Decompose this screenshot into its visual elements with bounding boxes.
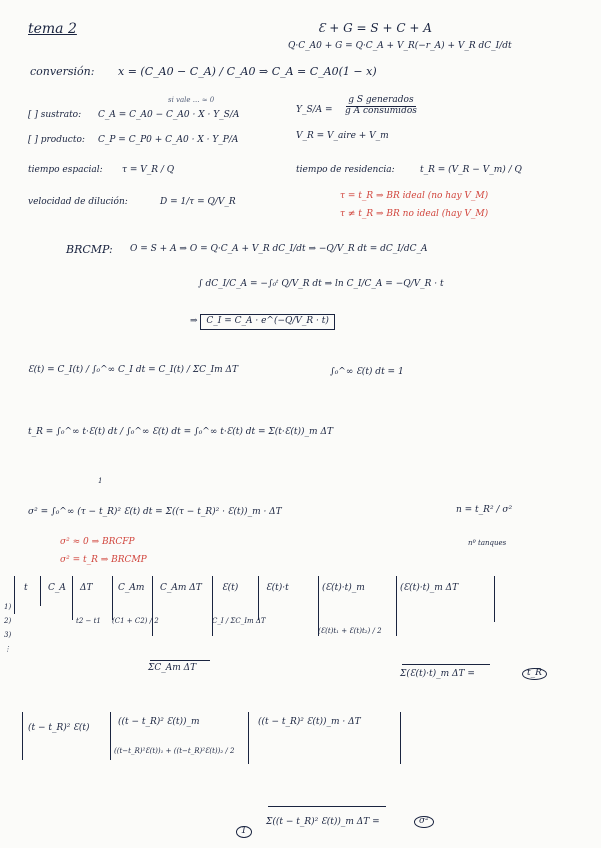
page-number-circle: 1 — [236, 826, 252, 838]
table2-sum: Σ((t − t_R)² Ɛ(t))_m ΔT = — [266, 817, 380, 827]
product-equation: C_P = C_P0 + C_A0 · X · Y_P/A — [98, 135, 239, 145]
brcmp-result: ⇒ C_I = C_A · e^(−Q/V_R · t) — [190, 314, 335, 330]
conversion-label: conversión: — [30, 65, 95, 78]
e-function-definition: Ɛ(t) = C_I(t) / ∫₀^∞ C_I dt = C_I(t) / ΣC_Im ΔT — [28, 365, 239, 375]
table2-header-1: (t − t_R)² Ɛ(t) — [28, 723, 90, 733]
variance-brcfp-note: σ² ≈ 0 ⇒ BRCFP — [60, 537, 135, 547]
table1-header-et: Ɛ(t)·t — [266, 583, 289, 593]
table1-header-e: Ɛ(t) — [222, 583, 239, 593]
yield-denominator: g A consumidos — [345, 105, 417, 116]
residence-time-label: tiempo de residencia: — [296, 165, 395, 175]
table1-sum-cam-dt: ΣC_Am ΔT — [148, 663, 197, 673]
tanks-number-label: nº tanques — [468, 539, 507, 547]
variance-result — [414, 816, 434, 828]
table2-divider — [248, 712, 249, 764]
table1-divider — [212, 576, 213, 636]
brcmp-label: BRCMP: — [66, 243, 113, 256]
e-normalization: ∫₀^∞ Ɛ(t) dt = 1 — [330, 367, 404, 377]
ideal-reactor-note: τ = t_R ⇒ BR ideal (no hay V_M) — [340, 191, 489, 201]
table2-border-left — [22, 712, 23, 760]
page-number — [236, 826, 252, 838]
table1-divider — [152, 576, 153, 636]
table1-divider — [396, 576, 397, 636]
balance-equation-expanded: Q·C_A0 + G = Q·C_A + V_R(−r_A) + V_R dC_I/dt — [288, 41, 512, 51]
table1-divider — [112, 576, 113, 620]
row-label: ⋮ — [4, 645, 11, 653]
row-label: 2) — [4, 617, 12, 625]
substrate-label: [ ] sustrato: — [28, 110, 82, 120]
conversion-equation: x = (C_A0 − C_A) / C_A0 ⇒ C_A = C_A0(1 − x) — [118, 65, 377, 78]
residence-time-equation: t_R = (V_R − V_m) / Q — [420, 165, 522, 175]
row-label: 3) — [4, 631, 12, 639]
sum-overline — [402, 664, 490, 665]
variance-brcmp-note: σ² = t_R ⇒ BRCMP — [60, 555, 147, 565]
variance-result-circle: σ² — [414, 816, 434, 828]
tanks-number-equation: n = t_R² / σ² — [456, 505, 513, 515]
sum-overline — [268, 806, 386, 807]
table1-row-labels — [4, 600, 11, 656]
tr-definition: t_R = ∫₀^∞ t·Ɛ(t) dt / ∫₀^∞ Ɛ(t) dt = ∫₀^∞ t·Ɛ(t) dt = Σ(t·Ɛ(t))_m ΔT — [28, 427, 333, 437]
yield-fraction — [340, 96, 422, 117]
yield-lhs: Y_S/A = — [296, 105, 333, 115]
table1-header-cam-dt: C_Am ΔT — [160, 583, 202, 593]
product-label: [ ] producto: — [28, 135, 85, 145]
dilution-label: velocidad de dilución: — [28, 197, 128, 207]
table1-divider — [40, 576, 41, 606]
table1-divider — [72, 576, 73, 620]
table1-header-etm-dt: (Ɛ(t)·t)_m ΔT — [400, 583, 459, 593]
table2-divider — [110, 712, 111, 760]
space-time-label: tiempo espacial: — [28, 165, 103, 175]
dilution-equation: D = 1/τ = Q/V_R — [160, 197, 236, 207]
brcmp-step-2: ∫ dC_I/C_A = −∫₀ᵗ Q/V_R dt ⇒ ln C_I/C_A = −Q/V_R · t — [198, 279, 444, 289]
brcmp-result-box: C_I = C_A · e^(−Q/V_R · t) — [200, 314, 335, 330]
sum-overline — [150, 660, 210, 661]
table1-header-ca: C_A — [48, 583, 66, 593]
tr-underbrace: 1 — [98, 477, 103, 485]
table1-header-dt: ΔT — [80, 583, 93, 593]
table2-header-2: ((t − t_R)² Ɛ(t))_m — [118, 717, 200, 727]
substrate-equation: C_A = C_A0 − C_A0 · X · Y_S/A — [98, 110, 240, 120]
row-label: 1) — [4, 603, 12, 611]
table1-border-right — [494, 576, 495, 622]
space-time-equation: τ = V_R / Q — [122, 165, 175, 175]
table1-note-dt: t2 − t1 — [76, 617, 101, 625]
tr-result — [522, 668, 547, 680]
balance-equation-top: Ɛ + G = S + C + A — [318, 21, 432, 35]
page-title: tema 2 — [28, 21, 77, 37]
table2-border-right — [400, 712, 401, 764]
note-above: si vale ... ≈ 0 — [168, 96, 215, 104]
table1-header-t: t — [24, 583, 28, 593]
table1-note-cam: (C1 + C2) / 2 — [112, 617, 159, 625]
brcmp-step-1: O = S + A ⇒ O = Q·C_A + V_R dC_I/dt ⇒ −Q/V_R dt = dC_I/dC_A — [130, 244, 428, 254]
table1-note-e: C_I / ΣC_Im ΔT — [212, 617, 266, 625]
tr-result-circle: t_R — [522, 668, 547, 680]
table2-note: ((t−t_R)²Ɛ(t))₁ + ((t−t_R)²Ɛ(t))₂ / 2 — [114, 747, 235, 755]
table1-sum-etm-dt: Σ(Ɛ(t)·t)_m ΔT = — [400, 669, 475, 679]
variance-definition: σ² = ∫₀^∞ (τ − t_R)² Ɛ(t) dt = Σ((τ − t_R)² · Ɛ(t))_m · ΔT — [28, 507, 282, 517]
table1-note-etm: (Ɛ(t)t₁ + Ɛ(t)t₂) / 2 — [318, 627, 382, 635]
volume-equation: V_R = V_aire + V_m — [296, 131, 389, 141]
table2-header-3: ((t − t_R)² Ɛ(t))_m · ΔT — [258, 717, 361, 727]
table1-divider — [258, 576, 259, 620]
yield-numerator: g S generados — [348, 95, 414, 105]
table1-header-cam: C_Am — [118, 583, 145, 593]
table1-header-etm: (Ɛ(t)·t)_m — [322, 583, 365, 593]
table1-border-left — [14, 576, 15, 614]
nonideal-reactor-note: τ ≠ t_R ⇒ BR no ideal (hay V_M) — [340, 209, 489, 219]
